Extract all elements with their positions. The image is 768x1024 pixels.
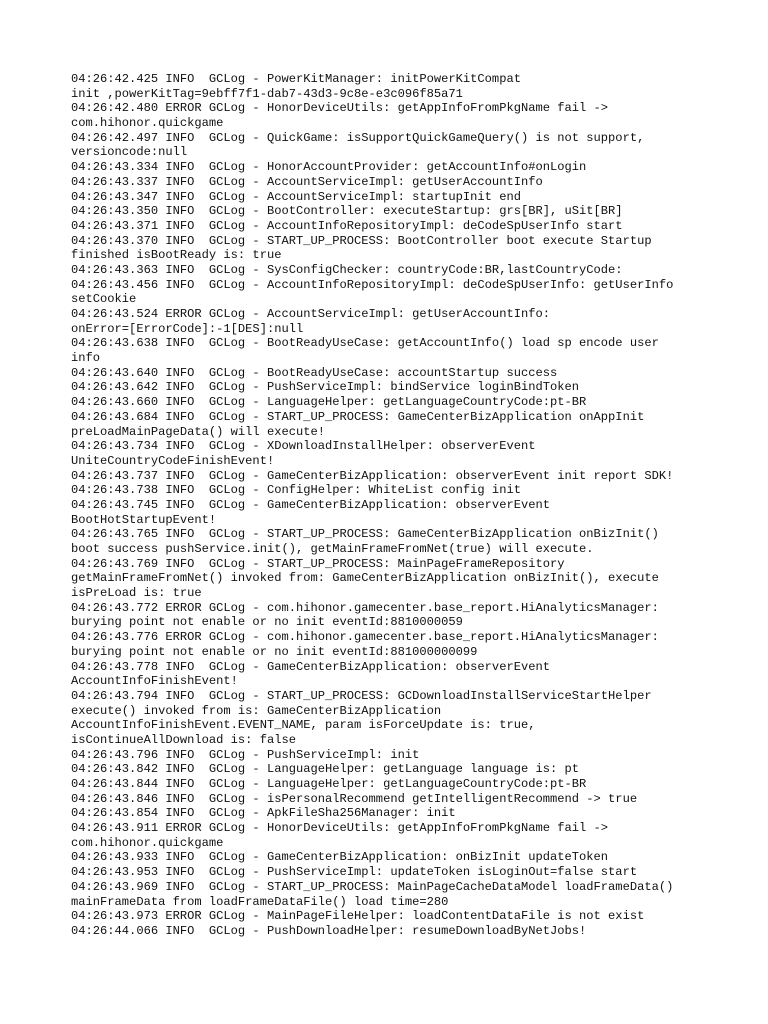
log-line: burying point not enable or no init eventId:8810000059 [71,615,463,630]
log-line: 04:26:43.337 INFO GCLog - AccountServiceImpl: getUserAccountInfo [71,174,543,189]
log-line: finished isBootReady is: true [71,248,282,263]
log-line: 04:26:43.734 INFO GCLog - XDownloadInstallHelper: observerEvent [71,439,536,454]
log-line: 04:26:43.796 INFO GCLog - PushServiceImpl: init [71,747,420,762]
log-line: AccountInfoFinishEvent.EVENT_NAME, param isForceUpdate is: true, [71,718,536,733]
log-line: isContinueAllDownload is: false [71,732,296,747]
log-line: 04:26:43.737 INFO GCLog - GameCenterBizApplication: observerEvent init report SDK! [71,468,674,483]
log-line: execute() invoked from is: GameCenterBizApplication [71,703,442,718]
log-line: 04:26:42.480 ERROR GCLog - HonorDeviceUtils: getAppInfoFromPkgName fail -> [71,101,609,116]
log-line: 04:26:43.642 INFO GCLog - PushServiceImpl: bindService loginBindToken [71,380,580,395]
log-line: AccountInfoFinishEvent! [71,674,238,689]
log-line: 04:26:43.854 INFO GCLog - ApkFileSha256Manager: init [71,806,456,821]
log-line: mainFrameData from loadFrameDataFile() load time=280 [71,894,449,909]
log-line: com.hihonor.quickgame [71,116,224,131]
log-line: UniteCountryCodeFinishEvent! [71,453,275,468]
log-line: 04:26:44.066 INFO GCLog - PushDownloadHelper: resumeDownloadByNetJobs! [71,923,587,938]
log-line: burying point not enable or no init eventId:881000000099 [71,644,478,659]
log-line: info [71,351,101,366]
log-line: init ,powerKitTag=9ebff7f1-dab7-43d3-9c8e-e3c096f85a71 [71,86,463,101]
log-line: 04:26:43.350 INFO GCLog - BootController: executeStartup: grs[BR], uSit[BR] [71,204,623,219]
log-line: 04:26:43.772 ERROR GCLog - com.hihonor.gamecenter.base_report.HiAnalyticsManager: [71,600,659,615]
log-line: 04:26:43.778 INFO GCLog - GameCenterBizApplication: observerEvent [71,659,550,674]
log-line: setCookie [71,292,137,307]
log-line: versioncode:null [71,145,188,160]
log-line: 04:26:43.794 INFO GCLog - START_UP_PROCESS: GCDownloadInstallServiceStartHelper [71,688,652,703]
log-line: 04:26:43.842 INFO GCLog - LanguageHelper: getLanguage language is: pt [71,762,580,777]
log-line: 04:26:43.738 INFO GCLog - ConfigHelper: WhiteList config init [71,483,521,498]
log-line: 04:26:43.371 INFO GCLog - AccountInfoRepositoryImpl: deCodeSpUserInfo start [71,218,623,233]
log-line: 04:26:43.456 INFO GCLog - AccountInfoRepositoryImpl: deCodeSpUserInfo: getUserInfo [71,277,674,292]
log-line: 04:26:43.363 INFO GCLog - SysConfigChecker: countryCode:BR,lastCountryCode: [71,262,623,277]
log-line: 04:26:43.347 INFO GCLog - AccountServiceImpl: startupInit end [71,189,521,204]
log-line: getMainFrameFromNet() invoked from: GameCenterBizApplication onBizInit(), execute [71,571,659,586]
log-line: 04:26:43.524 ERROR GCLog - AccountServiceImpl: getUserAccountInfo: [71,307,550,321]
log-line: 04:26:43.640 INFO GCLog - BootReadyUseCase: accountStartup success [71,365,558,380]
log-line: 04:26:42.497 INFO GCLog - QuickGame: isSupportQuickGameQuery() is not support, [71,130,645,145]
log-line: 04:26:43.660 INFO GCLog - LanguageHelper: getLanguageCountryCode:pt-BR [71,395,587,410]
log-line: isPreLoad is: true [71,586,202,601]
log-line: 04:26:43.776 ERROR GCLog - com.hihonor.gamecenter.base_report.HiAnalyticsManager: [71,630,659,645]
log-line: 04:26:43.684 INFO GCLog - START_UP_PROCESS: GameCenterBizApplication onAppInit [71,409,645,424]
log-line: 04:26:43.334 INFO GCLog - HonorAccountProvider: getAccountInfo#onLogin [71,160,587,175]
log-text-block [71,72,711,939]
log-line: 04:26:42.425 INFO GCLog - PowerKitManager: initPowerKitCompat [71,72,521,86]
log-line: 04:26:43.745 INFO GCLog - GameCenterBizApplication: observerEvent [71,497,550,512]
log-line: 04:26:43.911 ERROR GCLog - HonorDeviceUtils: getAppInfoFromPkgName fail -> [71,821,609,836]
log-line: boot success pushService.init(), getMainFrameFromNet(true) will execute. [71,542,594,556]
log-line: BootHotStartupEvent! [71,512,217,527]
log-line: 04:26:43.765 INFO GCLog - START_UP_PROCESS: GameCenterBizApplication onBizInit() [71,527,659,542]
log-line: 04:26:43.973 ERROR GCLog - MainPageFileHelper: loadContentDataFile is not exist [71,909,645,924]
log-line: com.hihonor.quickgame [71,835,224,850]
log-line: 04:26:43.969 INFO GCLog - START_UP_PROCESS: MainPageCacheDataModel loadFrameData() [71,879,674,894]
log-line: 04:26:43.370 INFO GCLog - START_UP_PROCESS: BootController boot execute Startup [71,233,652,248]
log-line: onError=[ErrorCode]:-1[DES]:null [71,321,304,336]
log-line: 04:26:43.844 INFO GCLog - LanguageHelper: getLanguageCountryCode:pt-BR [71,777,587,791]
log-line: 04:26:43.638 INFO GCLog - BootReadyUseCase: getAccountInfo() load sp encode user [71,336,659,351]
log-line: 04:26:43.769 INFO GCLog - START_UP_PROCESS: MainPageFrameRepository [71,556,565,571]
log-line: 04:26:43.933 INFO GCLog - GameCenterBizApplication: onBizInit updateToken [71,850,609,865]
log-line: 04:26:43.846 INFO GCLog - isPersonalRecommend getIntelligentRecommend -> true [71,791,638,806]
log-line: preLoadMainPageData() will execute! [71,424,326,439]
log-line: 04:26:43.953 INFO GCLog - PushServiceImpl: updateToken isLoginOut=false start [71,865,638,880]
